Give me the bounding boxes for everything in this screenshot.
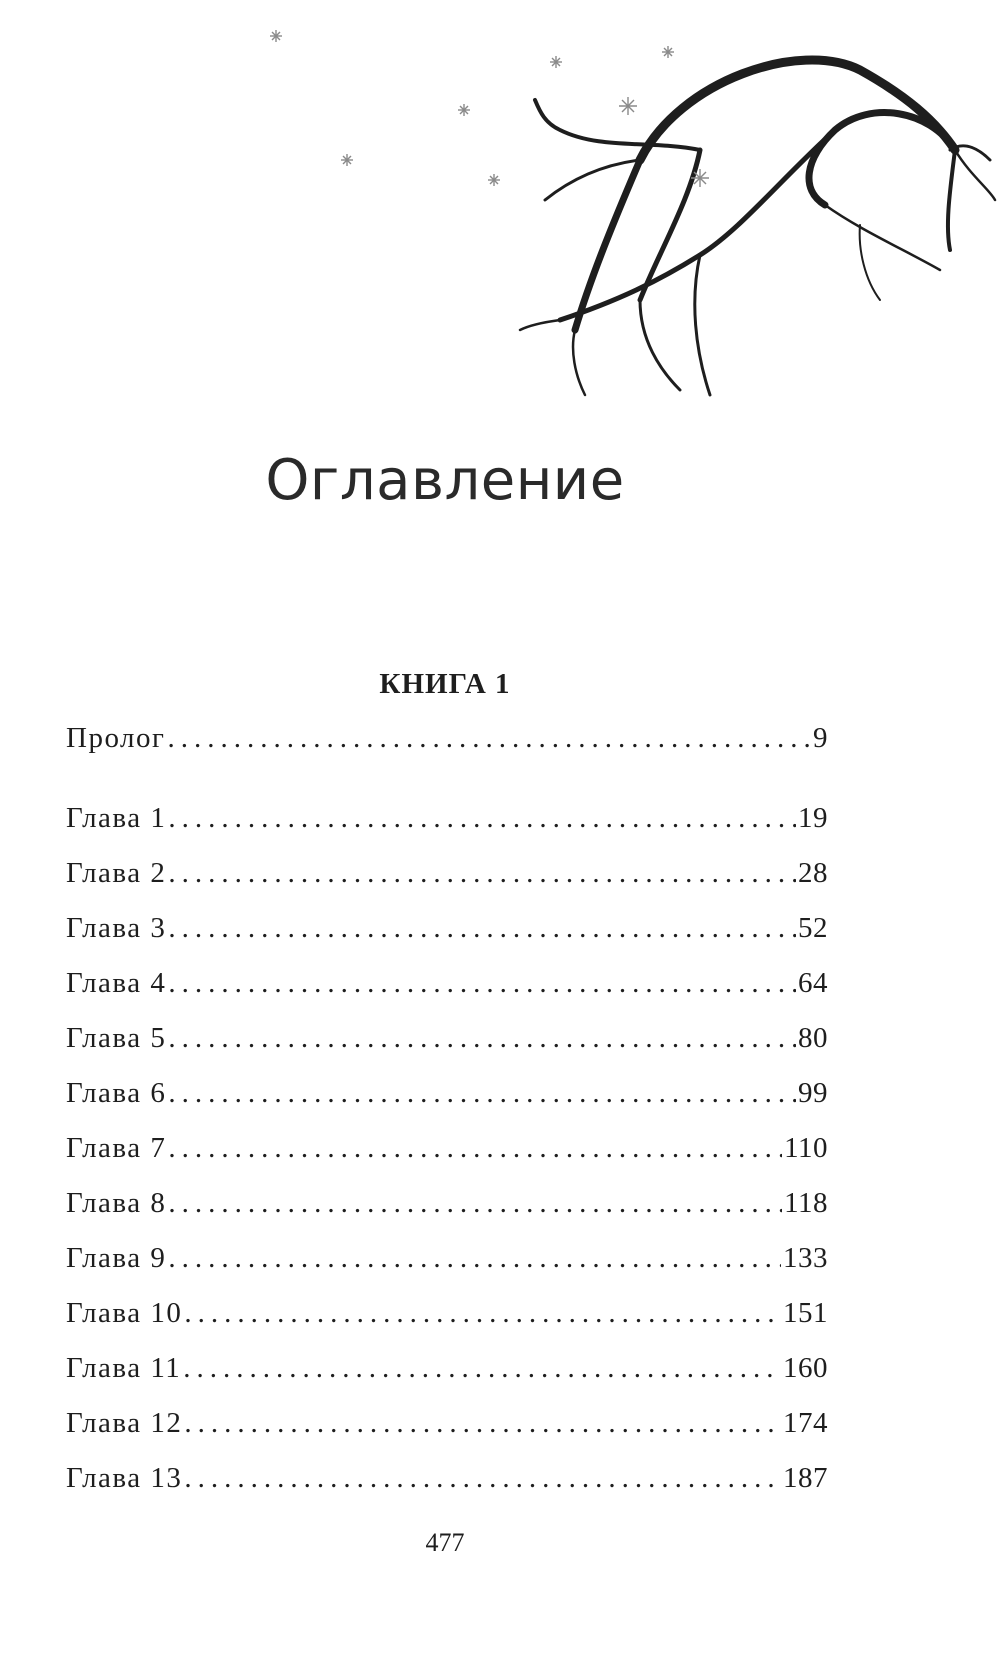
table-of-contents <box>66 722 828 1517</box>
toc-entry-page: 110 <box>784 1132 828 1164</box>
toc-entry-chapter-9 <box>66 1242 828 1282</box>
toc-entry-chapter-10 <box>66 1297 828 1337</box>
toc-entry-page: 118 <box>784 1187 828 1219</box>
toc-entry-chapter-2 <box>66 857 828 897</box>
toc-entry-page: 52 <box>798 912 828 944</box>
toc-entry-chapter-8 <box>66 1187 828 1227</box>
toc-entry-label: Глава 12 <box>66 1407 183 1439</box>
toc-entry-label: Глава 13 <box>66 1462 183 1494</box>
toc-entry-page: 133 <box>783 1242 828 1274</box>
toc-entry-page: 80 <box>798 1022 828 1054</box>
page-title: Оглавление <box>265 448 625 513</box>
toc-entry-chapter-1 <box>66 802 828 842</box>
toc-entry-page: 19 <box>798 802 828 834</box>
toc-entry-label: Глава 6 <box>66 1077 167 1109</box>
toc-entry-label: Глава 8 <box>66 1187 167 1219</box>
toc-entry-chapter-6 <box>66 1077 828 1117</box>
toc-entry-label: Глава 3 <box>66 912 167 944</box>
dot-leader <box>184 1407 781 1440</box>
toc-entry-chapter-4 <box>66 967 828 1007</box>
dot-leader <box>184 1297 781 1330</box>
dot-leader <box>168 1132 782 1165</box>
toc-entry-label: Глава 5 <box>66 1022 167 1054</box>
toc-entry-chapter-11 <box>66 1352 828 1392</box>
toc-entry-label: Глава 9 <box>66 1242 167 1274</box>
dot-leader <box>168 1022 796 1055</box>
toc-entry-page: 187 <box>783 1462 828 1494</box>
toc-entry-page: 9 <box>813 722 828 754</box>
toc-entry-page: 64 <box>798 967 828 999</box>
toc-entry-label: Глава 10 <box>66 1297 183 1329</box>
dot-leader <box>168 967 796 1000</box>
toc-entry-label: Пролог <box>66 722 166 754</box>
dot-leader <box>168 1187 782 1220</box>
toc-entry-page: 99 <box>798 1077 828 1109</box>
toc-entry-label: Глава 4 <box>66 967 167 999</box>
page-number: 477 <box>425 1528 465 1557</box>
section-heading: КНИГА 1 <box>379 668 511 700</box>
dot-leader <box>168 1077 796 1110</box>
toc-entry-chapter-3 <box>66 912 828 952</box>
toc-entry-page: 174 <box>783 1407 828 1439</box>
dot-leader <box>168 912 796 945</box>
toc-entry-label: Глава 7 <box>66 1132 167 1164</box>
dot-leader <box>167 722 811 755</box>
toc-entry-page: 160 <box>783 1352 828 1384</box>
toc-entry-page: 28 <box>798 857 828 889</box>
toc-entry-label: Глава 1 <box>66 802 167 834</box>
branch-ornament-icon <box>240 10 1000 440</box>
dot-leader <box>184 1462 781 1495</box>
dot-leader <box>168 857 796 890</box>
toc-entry-chapter-12 <box>66 1407 828 1447</box>
toc-entry-page: 151 <box>783 1297 828 1329</box>
toc-entry-chapter-7 <box>66 1132 828 1172</box>
toc-entry-label: Глава 11 <box>66 1352 182 1384</box>
toc-entry-chapter-13 <box>66 1462 828 1502</box>
dot-leader <box>168 1242 781 1275</box>
dot-leader <box>168 802 796 835</box>
toc-entry-label: Глава 2 <box>66 857 167 889</box>
dot-leader <box>183 1352 781 1385</box>
toc-entry-prologue <box>66 722 828 762</box>
toc-entry-chapter-5 <box>66 1022 828 1062</box>
